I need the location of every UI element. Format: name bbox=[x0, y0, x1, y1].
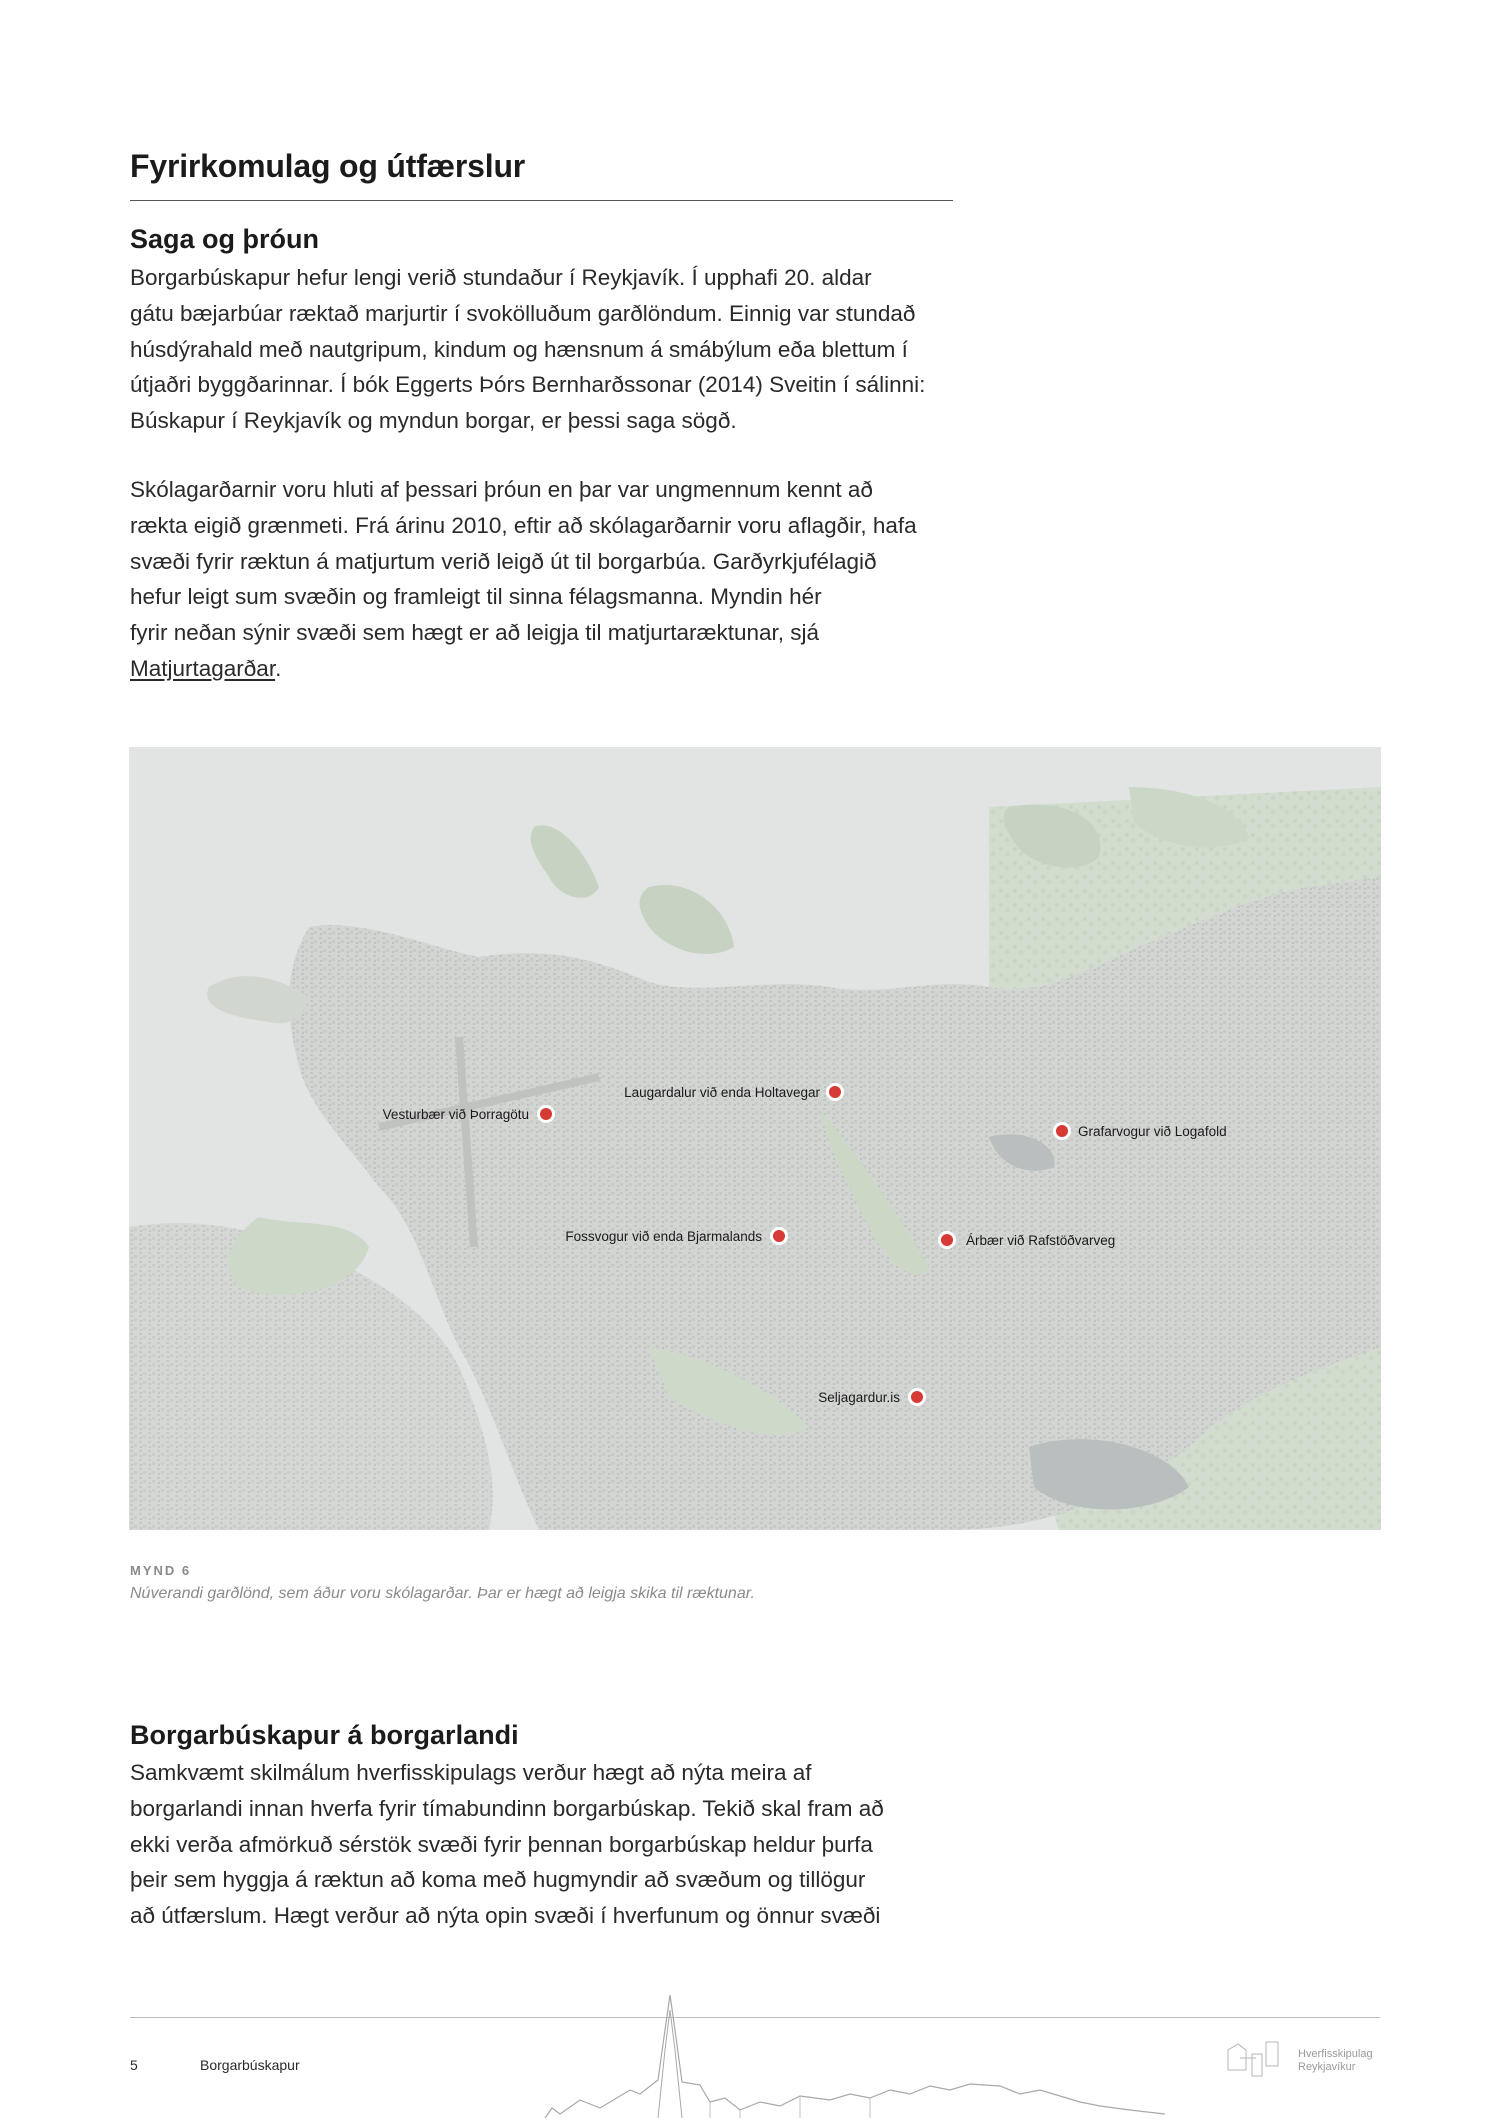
marker-dot bbox=[911, 1391, 923, 1403]
marker-dot bbox=[540, 1108, 552, 1120]
text-line: borgarlandi innan hverfa fyrir tímabundinn borgarbúskap. Tekið skal fram að bbox=[130, 1795, 884, 1821]
figure-caption: Núverandi garðlönd, sem áður voru skólagarðar. Þar er hægt að leigja skika til ræktunar. bbox=[130, 1585, 755, 1602]
allotment-map bbox=[129, 747, 1381, 1530]
section-heading-history: Saga og þróun bbox=[130, 224, 319, 254]
marker-grafarvogur[interactable] bbox=[1053, 1122, 1227, 1140]
marker-dot bbox=[1056, 1125, 1068, 1137]
text-line bbox=[130, 651, 960, 687]
marker-laugardalur[interactable] bbox=[624, 1083, 844, 1101]
brand-logo-icon bbox=[1226, 2038, 1296, 2078]
text-line: rækta eigið grænmeti. Frá árinu 2010, eftir að skólagarðarnir voru aflagðir, hafa bbox=[130, 512, 917, 538]
history-paragraph-2 bbox=[130, 472, 960, 687]
figure-label: MYND 6 bbox=[130, 1563, 192, 1578]
title-divider bbox=[130, 200, 953, 201]
text-line: Borgarbúskapur hefur lengi verið stundaður í Reykjavík. Í upphafi 20. aldar bbox=[130, 265, 872, 290]
text-line: gátu bæjarbúar ræktað marjurtir í svokölluðum garðlöndum. Einnig var stundað bbox=[130, 300, 916, 326]
marker-label: Fossvogur við enda Bjarmalands bbox=[565, 1229, 762, 1244]
marker-label: Laugardalur við enda Holtavegar bbox=[624, 1085, 820, 1100]
section-heading-city-land: Borgarbúskapur á borgarlandi bbox=[130, 1720, 519, 1750]
text-line: svæði fyrir ræktun á matjurtum verið leigð út til borgarbúa. Garðyrkjufélagið bbox=[130, 548, 877, 574]
marker-label: Seljagardur.is bbox=[818, 1390, 900, 1405]
marker-dot bbox=[941, 1234, 953, 1246]
link-suffix: . bbox=[275, 655, 282, 681]
text-line: Skólagarðarnir voru hluti af þessari þróun en þar var ungmennum kennt að bbox=[130, 477, 873, 502]
brand-line-2: Reykjavíkur bbox=[1298, 2061, 1356, 2073]
text-line: Búskapur í Reykjavík og myndun borgar, er þessi saga sögð. bbox=[130, 408, 737, 434]
marker-label: Árbær við Rafstöðvarveg bbox=[966, 1233, 1116, 1248]
text-line: ekki verða afmörkuð sérstök svæði fyrir þennan borgarbúskap heldur þurfa bbox=[130, 1831, 873, 1857]
city-land-paragraph bbox=[130, 1755, 960, 1934]
marker-dot bbox=[773, 1230, 785, 1242]
brand-text bbox=[1298, 2048, 1373, 2074]
text-line: þeir sem hyggja á ræktun að koma með hugmyndir að svæðum og tillögur bbox=[130, 1867, 866, 1893]
text-line: húsdýrahald með nautgripum, kindum og hænsnum á smábýlum eða blettum í bbox=[130, 336, 908, 362]
text-line: hefur leigt sum svæðin og framleigt til sinna félagsmanna. Myndin hér bbox=[130, 584, 822, 610]
text-line: Samkvæmt skilmálum hverfisskipulags verður hægt að nýta meira af bbox=[130, 1760, 812, 1785]
map-graphic bbox=[129, 747, 1381, 1530]
marker-dot bbox=[829, 1086, 841, 1098]
document-name: Borgarbúskapur bbox=[200, 2057, 300, 2073]
skyline-icon bbox=[540, 1990, 1170, 2120]
marker-label: Grafarvogur við Logafold bbox=[1078, 1124, 1227, 1139]
history-paragraph-1 bbox=[130, 260, 960, 439]
marker-fossvogur[interactable] bbox=[565, 1227, 788, 1245]
marker-label: Vesturbær við Þorragötu bbox=[382, 1107, 529, 1122]
text-line: fyrir neðan sýnir svæði sem hægt er að leigja til matjurtaræktunar, sjá bbox=[130, 620, 820, 646]
matjurtagardar-link[interactable]: Matjurtagarðar bbox=[130, 655, 276, 681]
brand-line-1: Hverfisskipulag bbox=[1298, 2048, 1373, 2060]
text-line: að útfærslum. Hægt verður að nýta opin svæði í hverfunum og önnur svæði bbox=[130, 1903, 881, 1929]
text-line: útjaðri byggðarinnar. Í bók Eggerts Þórs Bernharðssonar (2014) Sveitin í sálinni: bbox=[130, 372, 926, 398]
page-title: Fyrirkomulag og útfærslur bbox=[130, 148, 526, 184]
page-number: 5 bbox=[130, 2057, 138, 2073]
